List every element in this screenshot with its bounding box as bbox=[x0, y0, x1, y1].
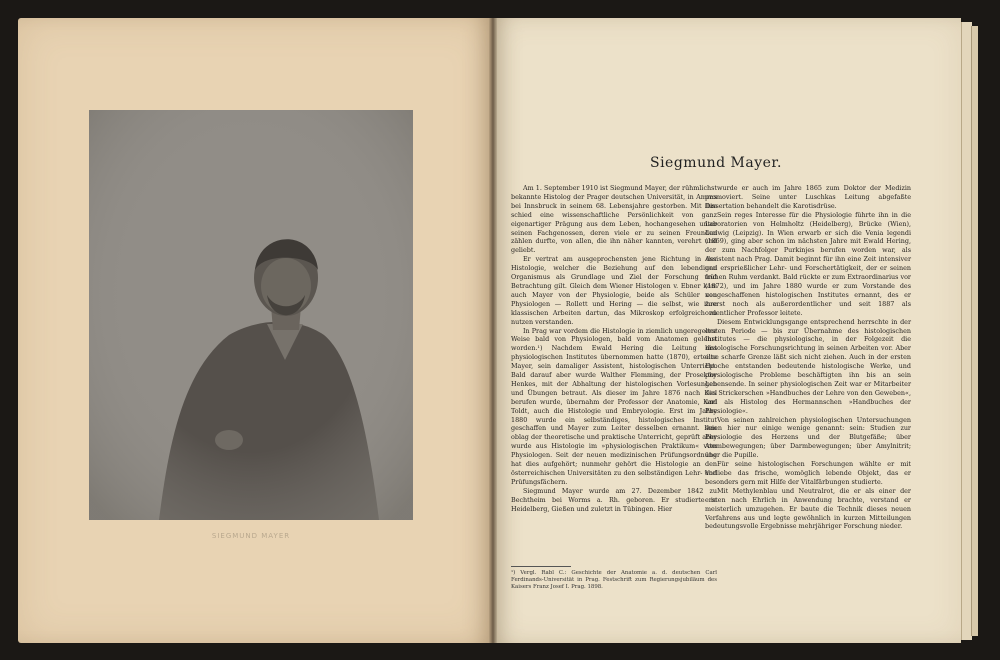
portrait-figure bbox=[89, 110, 413, 520]
book-gutter bbox=[489, 18, 497, 643]
photo-caption: SIEGMUND MAYER bbox=[211, 532, 291, 540]
paragraph: Für seine histologischen Forschungen wählte er mit Vorliebe das frische, womöglich lebende Objekt, das er besonders gern mit Hilfe der Vitalfärbungen studierte. bbox=[705, 460, 911, 486]
text-column-left bbox=[511, 184, 717, 514]
paragraph: Siegmund Mayer wurde am 27. Dezember 1842 zu Bechtheim bei Worms a. Rh. geboren. Er studierte in Heidelberg, Gießen und zuletzt in Tübingen. Hier bbox=[511, 486, 717, 513]
text-column-right bbox=[705, 184, 911, 531]
portrait-photo bbox=[89, 110, 413, 520]
page-edge bbox=[971, 26, 978, 636]
paragraph: Er vertrat am ausgeprochensten jene Richtung in der Histologie, welcher die Beziehung auf den lebendigen Organismus als Grundlage und Ziel der Forschung und Betrachtung gilt. Gleich dem Wiener Histologen v. Ebner kam auch Mayer von der Physiologie, beide als Schüler von Physiologen — Rollett und Hering — die selbst, wie ihre klassischen Arbeiten dartun, das Mikroskop erfolgreich zu nutzen verstanden. bbox=[511, 255, 717, 326]
paragraph: wurde er auch im Jahre 1865 zum Doktor der Medizin promoviert. Seine unter Luschkas Leitung abgefaßte Dissertation behandelt die Karotisdrüse. bbox=[705, 184, 911, 210]
paragraph: Von seinen zahlreichen physiologischen Untersuchungen seien hier nur einige wenige genannt: sein: Studien zur Physiologie des Herzens und der Blutgefäße; über Atembewegungen; über Darmbewegungen; über Amylnitrit; über die Pupille. bbox=[705, 415, 911, 460]
paragraph: Am 1. September 1910 ist Siegmund Mayer, der rühmlichst bekannte Histolog der Prager deutschen Universität, in Amras bei Innsbruck in seinem 68. Lebensjahre gestorben. Mit ihm schied eine wissenschaftliche Persönlichkeit von ganz eigenartiger Prägung aus dem Leben, hochangesehen unter seinen Fachgenossen, deren viele er zu seinen Freunden zählen durfte, von allen, die ihn näher kannten, verehrt und geliebt. bbox=[511, 184, 717, 255]
footnote: ¹) Vergl. Rabl C.: Geschichte der Anatomie a. d. deutschen Carl Ferdinands-Universität in Prag. Festschrift zum Regierungsjubiläum des Kaisers Franz Josef I. Prag. 1898. bbox=[511, 570, 717, 591]
paragraph: In Prag war vordem die Histologie in ziemlich ungeregelter Weise bald von Physiologen, bald vom Anatomen gelehrt worden.¹) Nachdem Ewald Hering die Leitung des physiologischen Institutes übernommen hatte (1870), erteilte Mayer, sein damaliger Assistent, histologischen Unterricht. Bald darauf aber wurde Walther Flemming, der Prosektor Henkes, mit der Abhaltung der histologischen Vorlesungen und Übungen betraut. Als dieser im Jahre 1876 nach Kiel berufen wurde, übernahm der Professor der Anatomie, Karl Toldt, auch die Histologie und Embryologie. Erst im Jahre 1880 wurde ein selbständiges, histologisches Institut geschaffen und Mayer zum Leiter desselben ernannt. Ihm oblag der theoretische und praktische Unterricht, geprüft aber wurde aus Histologie im »physiologischen Praktikum« vom Physiologen. Seit der neuen medizinischen Prüfungsordnung hat dies aufgehört; nunmehr gehört die Histologie an den österreichischen Universitäten zu den selbständigen Lehr- und Prüfungsfächern. bbox=[511, 326, 717, 486]
paragraph: Sein reges Interesse für die Physiologie führte ihn in die Laboratorien von Helmholtz (Heidelberg), Brücke (Wien), Ludwig (Leipzig). In Wien erwarb er sich die Venia legendi (1869), ging aber schon im nächsten Jahre mit Ewald Hering, der zum Nachfolger Purkinjes berufen worden war, als Assistent nach Prag. Damit beginnt für ihn eine Zeit intensiver und ersprießlicher Lehr- und Forschertätigkeit, der er seinen frühen Ruhm verdankt. Bald rückte er zum Extraordinarius vor (1872), und im Jahre 1880 wurde er zum Vorstande des neugeschaffenen histologischen Institutes ernannt, des er zuerst noch als außerordentlicher und seit 1887 als ordentlicher Professor leitete. bbox=[705, 210, 911, 317]
paragraph: Mit Methylenblau und Neutralrot, die er als einer der ersten nach Ehrlich in Anwendung brachte, verstand er meisterlich umzugehen. Er baute die Technik dieses neuen Verfahrens aus und legte gewöhnlich in kurzen Mitteilungen bedeutungsvolle Ergebnisse mehrjähriger Forschung nieder. bbox=[705, 486, 911, 531]
paragraph: Diesem Entwicklungsgange entsprechend herrschte in der ersten Periode — bis zur Übernahme des histologischen Institutes — die physiologische, in der Folgezeit die histologische Forschungsrichtung in seinen Arbeiten vor. Aber eine scharfe Grenze läßt sich nicht ziehen. Auch in der ersten Epoche entstanden bedeutende histologische Werke, und physiologische Probleme beschäftigten ihn bis an sein Lebensende. In seiner physiologischen Zeit war er Mitarbeiter des Strickerschen »Handbuches der Lehre von den Geweben«, und als Histolog des Hermannschen »Handbuches der Physiologie«. bbox=[705, 317, 911, 415]
article-title: Siegmund Mayer. bbox=[649, 155, 783, 171]
footnote-rule bbox=[511, 566, 571, 567]
